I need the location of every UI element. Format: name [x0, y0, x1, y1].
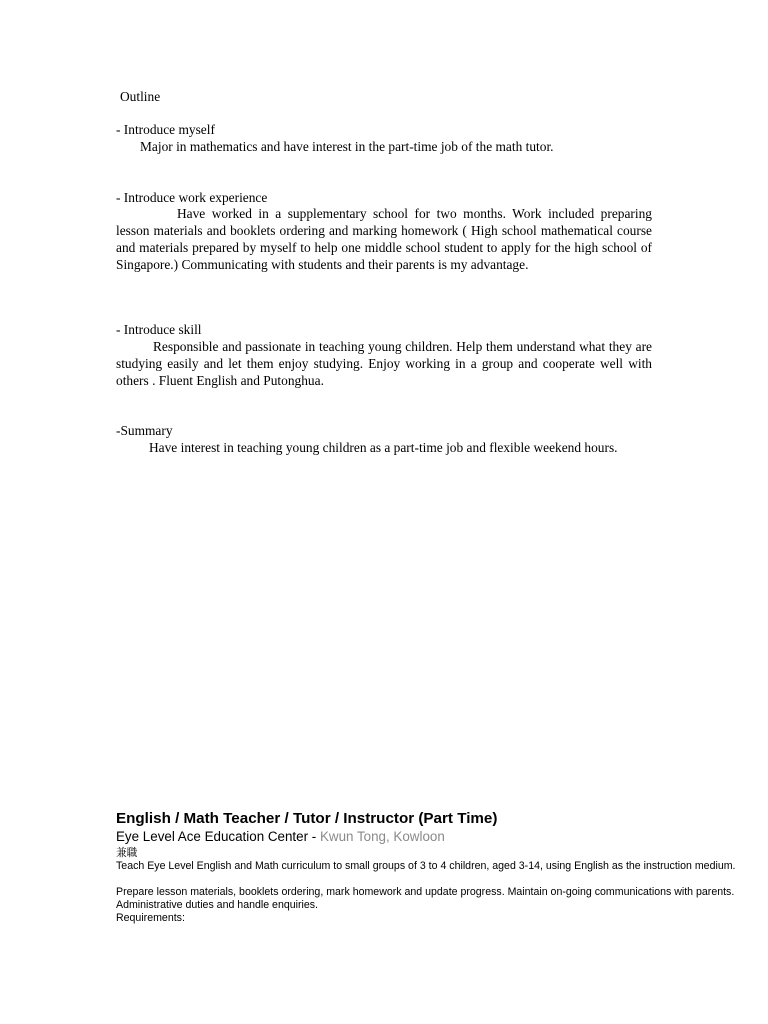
- section-body-skill: Responsible and passionate in teaching young children. Help them understand what they are studying easily and let them enjoy studying. Enjoy working in a group and cooperate well with others . Fluent English and Putonghua.: [116, 339, 652, 388]
- section-heading-skill: - Introduce skill: [116, 322, 202, 337]
- section-body-work-experience: Have worked in a supplementary school for two months. Work included preparing lesson materials and booklets ordering and marking homework ( High school mathematical course and materials prepared by myself to help one middle school student to apply for the high school of Singapore.) Communicating with students and their parents is my advantage.: [116, 206, 652, 272]
- job-description-2: Prepare lesson materials, booklets ordering, mark homework and update progress. Maintain on-going communications with parents. Administrative duties and handle enquiries.: [116, 886, 735, 911]
- job-requirements-label: Requirements:: [116, 912, 185, 924]
- company-line: [116, 828, 445, 845]
- company-name: Eye Level Ace Education Center: [116, 829, 309, 844]
- section-heading-summary: -Summary: [116, 423, 173, 438]
- company-separator: -: [308, 829, 320, 844]
- outline-title: Outline: [120, 89, 161, 104]
- section-body-introduce-myself: Major in mathematics and have interest in the part-time job of the math tutor.: [140, 139, 554, 154]
- section-heading-introduce-myself: - Introduce myself: [116, 122, 215, 137]
- job-type: 兼職: [116, 847, 138, 859]
- section-heading-work-experience: - Introduce work experience: [116, 190, 268, 205]
- section-body-summary: Have interest in teaching young children as a part-time job and flexible weekend hours.: [149, 440, 618, 455]
- job-location: Kwun Tong, Kowloon: [319, 829, 445, 844]
- job-title: English / Math Teacher / Tutor / Instructor (Part Time): [116, 810, 498, 827]
- job-description-1: Teach Eye Level English and Math curriculum to small groups of 3 to 4 children, aged 3-14, using English as the instruction medium.: [116, 860, 736, 872]
